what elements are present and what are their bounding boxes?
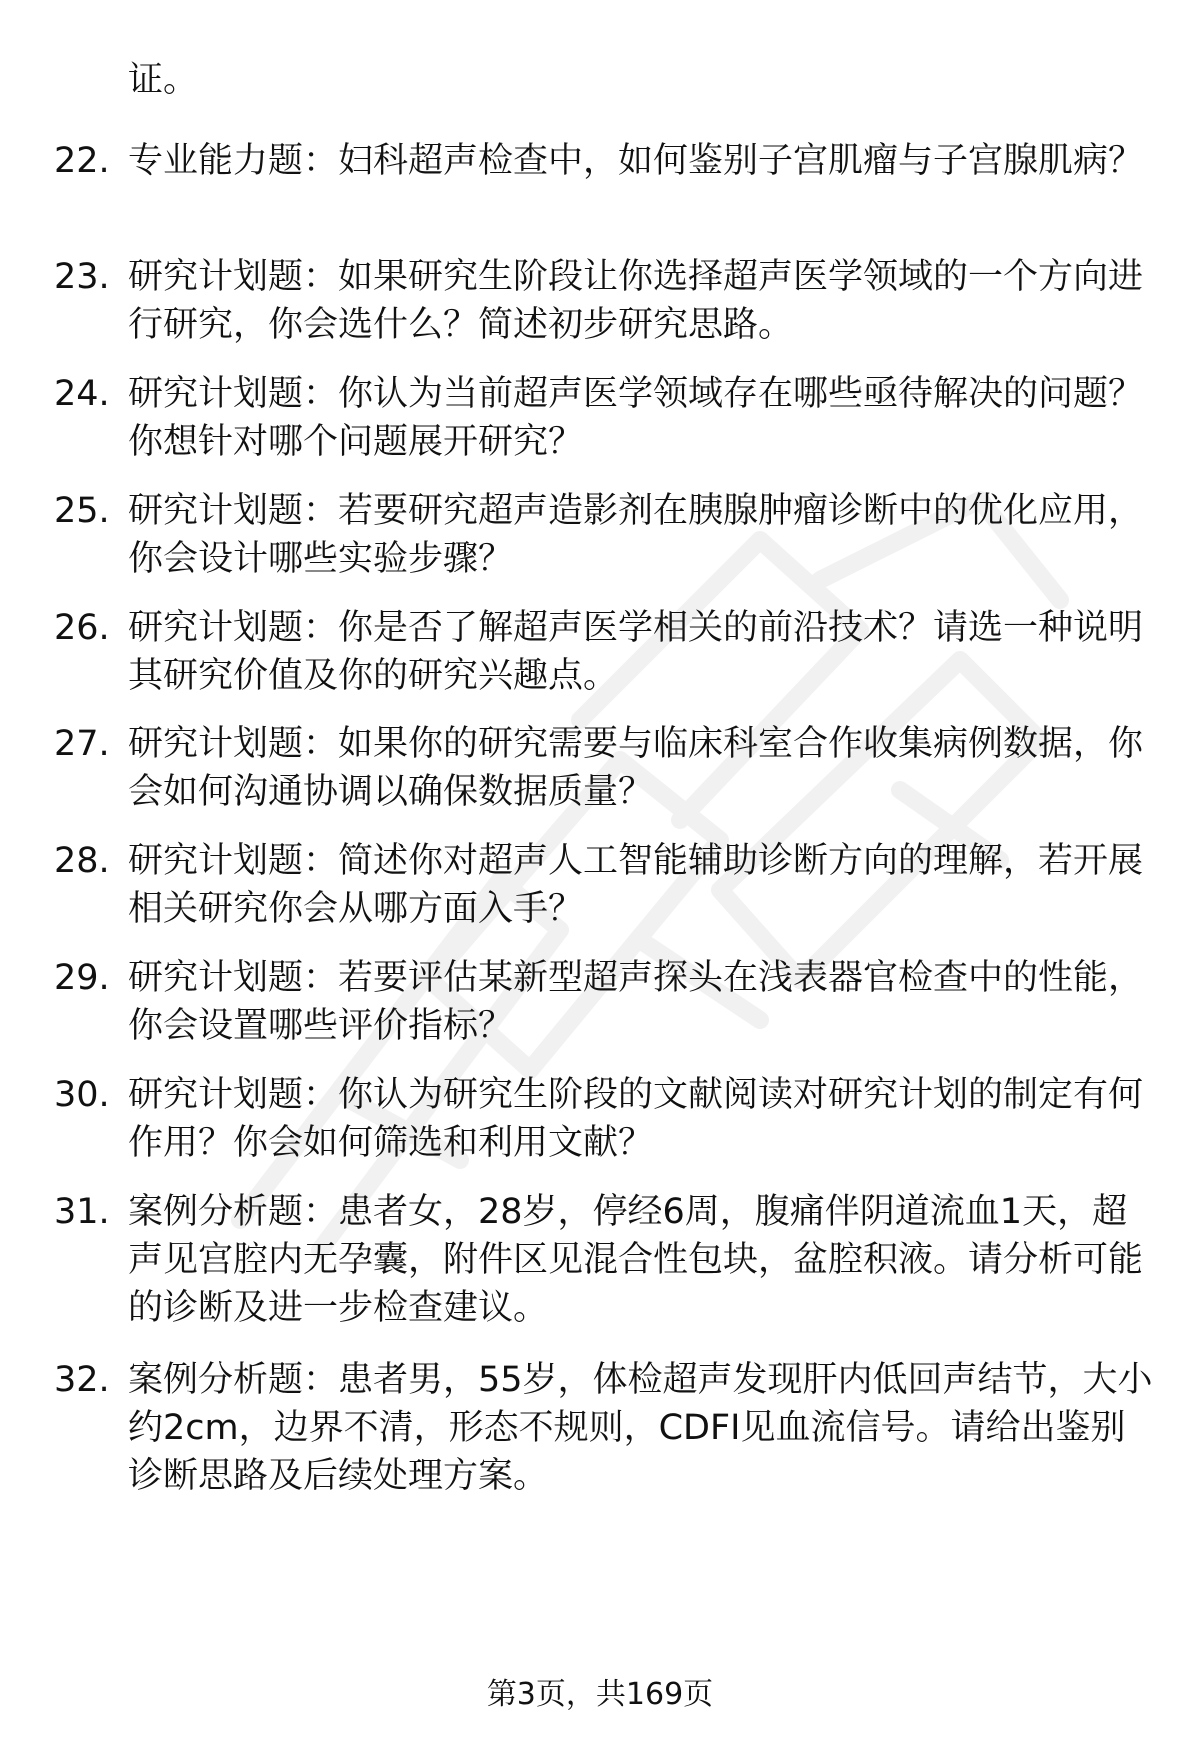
item-number: 24. [54, 374, 110, 414]
item-number: 26. [54, 608, 110, 648]
item-text: 专业能力题：妇科超声检查中，如何鉴别子宫肌瘤与子宫腺肌病？ [128, 141, 1144, 181]
item-number: 30. [54, 1075, 110, 1115]
continuation-text: 证。 [128, 60, 199, 100]
item-text: 研究计划题：如果研究生阶段让你选择超声医学领域的一个方向进行研究，你会选什么？简述初步研究思路。 [128, 257, 1144, 345]
item-number: 28. [54, 841, 110, 881]
item-number: 32. [54, 1360, 110, 1400]
item-number: 29. [54, 958, 110, 998]
item-text: 研究计划题：简述你对超声人工智能辅助诊断方向的理解，若开展相关研究你会从哪方面入手？ [128, 841, 1144, 929]
item-number: 25. [54, 491, 110, 531]
item-number: 22. [54, 141, 110, 181]
item-text: 研究计划题：你认为研究生阶段的文献阅读对研究计划的制定有何作用？你会如何筛选和利用文献？ [128, 1075, 1144, 1163]
item-number: 27. [54, 724, 110, 764]
page-number-footer: 第3页，共169页 [486, 1677, 714, 1712]
item-text: 研究计划题：你是否了解超声医学相关的前沿技术？请选一种说明其研究价值及你的研究兴趣点。 [128, 608, 1144, 696]
item-number: 23. [54, 257, 110, 297]
item-number: 31. [54, 1192, 110, 1232]
item-text: 案例分析题：患者男，55岁，体检超声发现肝内低回声结节，大小约2cm，边界不清，形态不规则，CDFI见血流信号。请给出鉴别诊断思路及后续处理方案。 [128, 1360, 1153, 1496]
item-text: 研究计划题：你认为当前超声医学领域存在哪些亟待解决的问题？你想针对哪个问题展开研究？ [128, 374, 1144, 462]
item-text: 研究计划题：如果你的研究需要与临床科室合作收集病例数据，你会如何沟通协调以确保数据质量？ [128, 724, 1144, 812]
item-text: 案例分析题：患者女，28岁，停经6周，腹痛伴阴道流血1天，超声见宫腔内无孕囊，附件区见混合性包块，盆腔积液。请分析可能的诊断及进一步检查建议。 [128, 1192, 1144, 1328]
item-text: 研究计划题：若要研究超声造影剂在胰腺肿瘤诊断中的优化应用，你会设计哪些实验步骤？ [128, 491, 1144, 579]
item-text: 研究计划题：若要评估某新型超声探头在浅表器官检查中的性能，你会设置哪些评价指标？ [128, 958, 1144, 1046]
